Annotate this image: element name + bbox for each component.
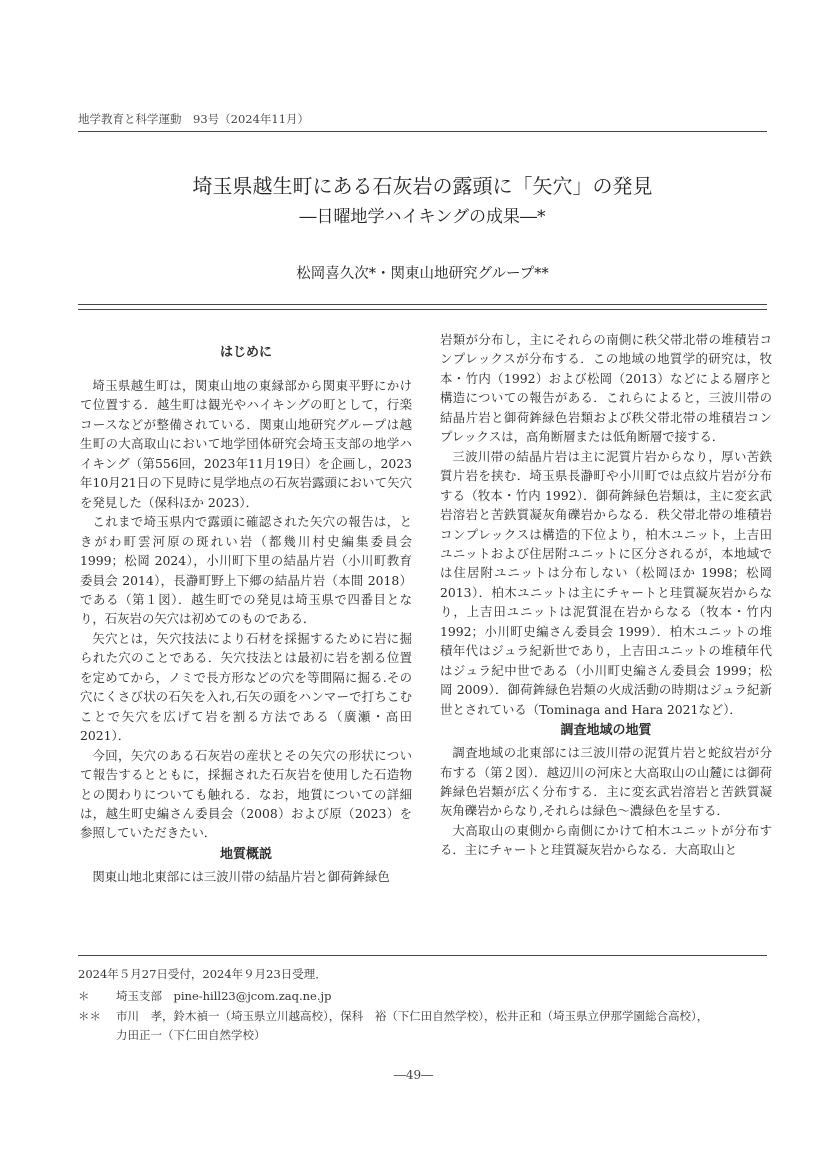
- section-heading-survey: 調査地域の地質: [560, 723, 652, 739]
- footnote-text: 市川 孝，鈴木禎一（埼玉県立川越高校），保科 裕（下仁田自然学校），松井正和（埼玉県立伊那学園総合高校），: [116, 1009, 709, 1023]
- header-rule: [78, 131, 767, 132]
- article-subtitle: ―日曜地学ハイキングの成果―*: [299, 207, 546, 227]
- section-heading-geology: 地質概説: [219, 846, 272, 862]
- left-column: [80, 330, 412, 886]
- right-column: [440, 330, 772, 860]
- article-title: 埼玉県越生町にある石灰岩の露頭に「矢穴」の発見: [192, 174, 653, 198]
- footnote-mark: ＊＊: [78, 1009, 101, 1023]
- paragraph: 大高取山の東側から南側にかけて柏木ユニットが分布する．主にチャートと珪質凝灰岩からなる．大高取山と: [440, 822, 772, 858]
- footnote-rule: [78, 955, 767, 956]
- paragraph: 三波川帯の結晶片岩は主に泥質片岩からなり，厚い苦鉄質片岩を挟む．埼玉県長瀞町や小川町では点紋片岩が分布する（牧本・竹内 1992）．御荷鉾緑色岩類は，主に変玄武岩溶岩と苦鉄質凝灰角礫岩からなる．秩父帯北帯の堆積岩コンプレックスは構造的下位より，柏木ユニット，上吉田ユニットおよび住居附ユニットに区分されるが，本地域では住居附ユニットは分布しない（松岡ほか 1998；松岡 2013）．柏木ユニットは主にチャートと珪質凝灰岩からなり，上吉田ユニットは泥質混在岩からなる（牧本・竹内 1992；小川町史編さん委員会 1999）．柏木ユニットの堆積年代はジュラ紀新世であり，上吉田ユニットの堆積年代はジュラ紀中世である（小川町史編さん委員会 1999；松岡 2009）．御荷鉾緑色岩類の火成活動の時期はジュラ紀新世とされている（Tominaga and Hara 2021など）．: [440, 448, 772, 717]
- article-authors: 松岡喜久次*・関東山地研究グループ**: [296, 266, 549, 282]
- paragraph: 調査地域の北東部には三波川帯の泥質片岩と蛇紋岩が分布する（第２図）．越辺川の河床と大高取山の山麓には御荷鉾緑色岩類が広く分布する．主に変玄武岩溶岩と苦鉄質凝灰角礫岩からなり,それらは緑色～濃緑色を呈する．: [440, 745, 772, 819]
- footnote-2: [78, 1008, 708, 1024]
- footnote-2-continued: 力田正一（下仁田自然学校）: [116, 1028, 266, 1042]
- paragraph: 岩類が分布し，主にそれらの南側に秩父帯北帯の堆積岩コンプレックスが分布する．この地域の地質学的研究は，牧本・竹内（1992）および松岡（2013）などによる層序と構造についての報告がある．これらによると，三波川帯の結晶片岩と御荷鉾緑色岩類および秩父帯北帯の堆積岩コンプレックスは，高角断層または低角断層で接する．: [440, 332, 772, 445]
- page-number: ―49―: [393, 1068, 434, 1082]
- footnote-1: [78, 988, 331, 1004]
- paragraph: 関東山地北東部には三波川帯の結晶片岩と御荷鉾緑色: [92, 868, 390, 884]
- footnote-received: 2024年５月27日受付，2024年９月23日受理．: [78, 967, 327, 981]
- paragraph: これまで埼玉県内で露頭に確認された矢穴の報告は，ときがわ町雲河原の斑れい岩（都幾川村史編集委員会 1999；松岡 2024），小川町下里の結晶片岩（小川町教育委員会 2014），長瀞町野上下郷の結晶片岩（本間 2018）である（第１図）．越生町での発見は埼玉県で四番目となり，石灰岩の矢穴は初めてのものである．: [80, 514, 412, 627]
- footnote-text: 埼玉支部 pine-hill23@jcom.zaq.ne.jp: [116, 989, 332, 1003]
- paragraph: 埼玉県越生町は，関東山地の東縁部から関東平野にかけて位置する．越生町は観光やハイキングの町として，行楽コースなどが整備されている．関東山地研究グループは越生町の大高取山において地学団体研究会埼玉支部の地学ハイキング（第556回，2023年11月19日）を企画し，2023年10月21日の下見時に見学地点の石灰岩露頭において矢穴を発見した（保科ほか 2023）．: [80, 378, 412, 510]
- paragraph: 矢穴とは，矢穴技法により石材を採掘するために岩に掘られた穴のことである．矢穴技法とは最初に岩を割る位置を定めてから，ノミで長方形などの穴を等間隔に掘る.その穴にくさび状の石矢を入れ,石矢の頭をハンマーで打ちこむことで矢穴を広げて岩を割る方法である（廣瀬・高田 2021）．: [80, 630, 412, 744]
- paragraph: 今回，矢穴のある石灰岩の産状とその矢穴の形状について報告するとともに，採掘された石灰岩を使用した石造物との関わりについても触れる．なお，地質についての詳細は，越生町史編さん委員会（2008）および原（2023）を参照していただきたい．: [80, 747, 412, 841]
- footnote-mark: ＊: [78, 989, 90, 1003]
- title-rule: [78, 304, 767, 310]
- section-heading-intro: はじめに: [219, 345, 272, 360]
- journal-header: 地学教育と科学運動 93号（2024年11月）: [78, 112, 310, 126]
